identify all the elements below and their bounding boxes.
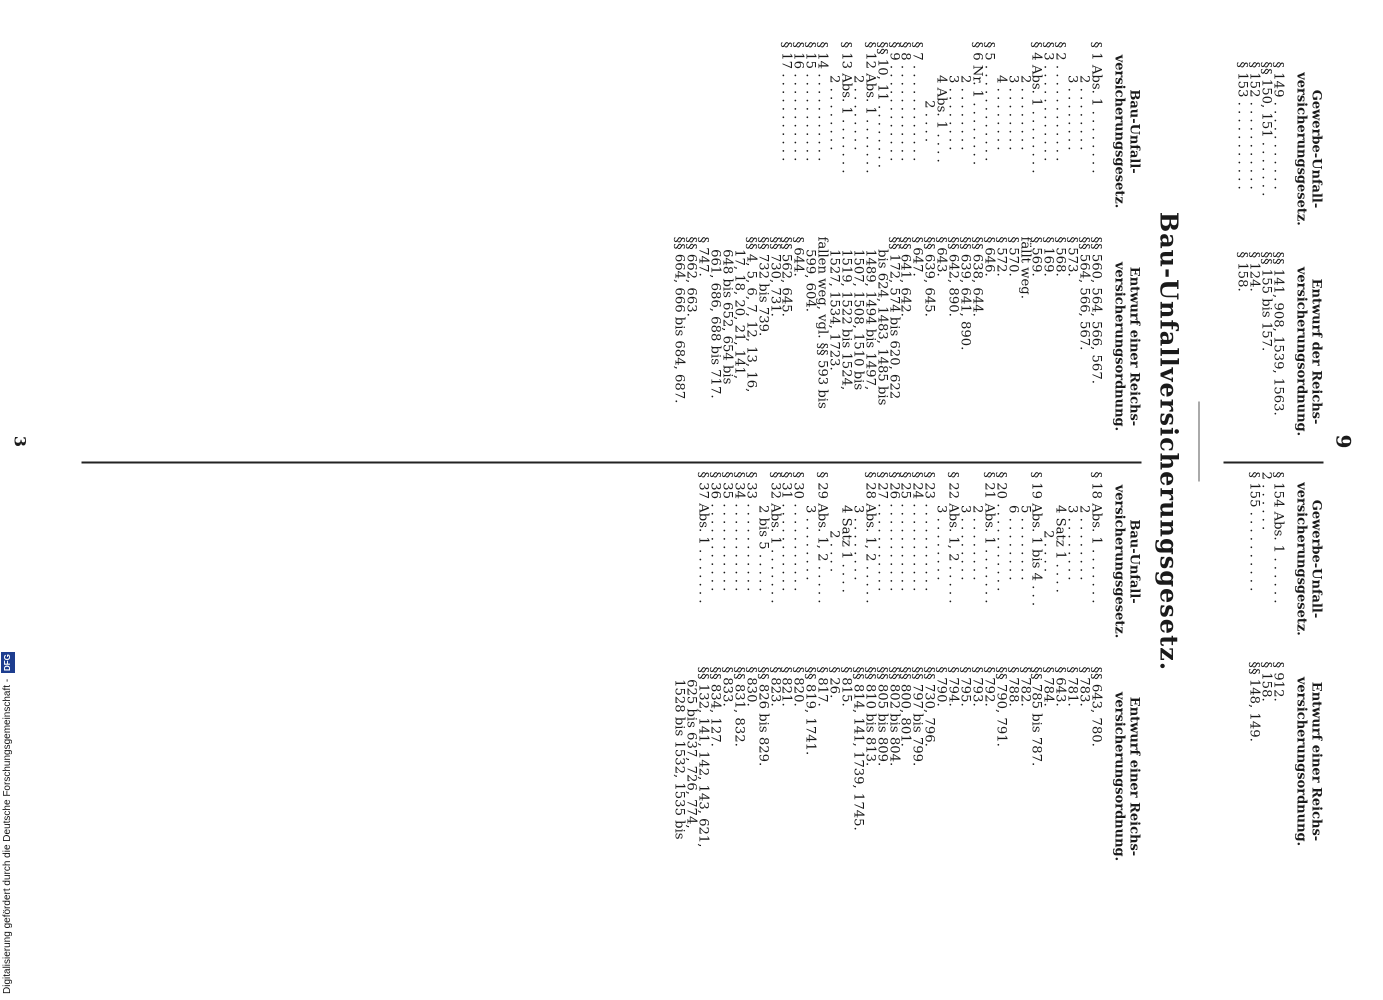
table-row-law-section: § 3 . . . . . . . . . . . . xyxy=(1040,41,1056,162)
table-row-draft-sections: 1519, 1522 bis 1524, xyxy=(838,236,854,391)
table-row-draft-sections: §§ 172, 574 bis 620, 622 xyxy=(886,236,902,400)
table-row-draft-sections: §§ 141, 908, 1539, 1563. xyxy=(1270,251,1286,416)
table-row-law-section: §§ 10, 11 . . . . . . . . xyxy=(874,41,890,168)
table-row-draft-sections: 1528 bis 1532, 1535 bis xyxy=(671,666,687,840)
table-row-draft-sections: § 817. xyxy=(814,666,830,707)
table-row-law-section: § 32 Abs. 1 . . . . . . . xyxy=(767,471,783,604)
table-row-draft-sections: § 569. xyxy=(1028,236,1044,277)
table-row-draft-sections: fallen weg, vgl. §§ 593 bis xyxy=(814,236,830,409)
table-row-law-section: 3 . . . . . . . . xyxy=(802,471,818,581)
table-row-law-section: 2 . . . . . . . . xyxy=(969,471,985,581)
table-row-law-section: § 154 Abs. 1 . . . . . . xyxy=(1270,471,1286,604)
table-row-law-section: 3 . . . . . . . . xyxy=(957,471,973,581)
table-row-draft-sections: § 643. xyxy=(933,236,949,277)
table-row-draft-sections: §§ 662, 663. xyxy=(683,236,699,317)
table-row-law-section: 2 . . . . . . . . xyxy=(826,41,842,151)
table-row-law-section: 3 . . . . . . . . xyxy=(1064,471,1080,581)
table-row-draft-sections: §§ 797 bis 799. xyxy=(909,666,925,767)
table-row-law-section: 4 . . . . . . . . xyxy=(993,41,1009,151)
dfg-logo: DFG xyxy=(1,652,15,673)
table-row-law-section: 4 Satz 1 . . . . xyxy=(1052,471,1068,593)
table-row-draft-sections: § 794. xyxy=(945,666,961,707)
table-row-draft-sections: §§ 814, 141, 1739, 1745. xyxy=(850,666,866,831)
table-row-law-section: § 13 Abs. 1 . . . . . . . xyxy=(838,41,854,174)
table-row-draft-sections: §§ 664, 666 bis 684, 687. xyxy=(671,236,687,404)
table-row-law-section: § 2 . . . . . . . . . . . . xyxy=(1052,41,1068,162)
table-row-draft-sections: § 782. xyxy=(1017,666,1033,707)
signature-mark: 3 xyxy=(10,435,30,448)
table-row-draft-sections: §§ 785 bis 787. xyxy=(1028,666,1044,767)
table-row-draft-sections: §§ 730, 731. xyxy=(767,236,783,317)
table-row-law-section: § 7 . . . . . . . . . . . . xyxy=(909,41,925,162)
table-row-draft-sections: 661, 686, 688 bis 717. xyxy=(707,236,723,399)
table-row-draft-sections: §§ 810 bis 813. xyxy=(862,666,878,767)
table-row-draft-sections: § 158. xyxy=(1258,661,1274,702)
bau-left-header-1: Bau-Unfall- versicherungsgesetz. xyxy=(1111,54,1142,209)
table-row-law-section: § 152 . . . . . . . . . . . xyxy=(1246,61,1262,190)
table-row-law-section: 2 . . . . . . xyxy=(1258,471,1274,531)
table-row-draft-sections: §§ 831, 832. xyxy=(731,666,747,747)
table-row-draft-sections: § 26. xyxy=(826,666,842,699)
table-row-draft-sections: § 647. xyxy=(909,236,925,277)
table-row-draft-sections: § 646. xyxy=(981,236,997,277)
table-row-draft-sections: § 795. xyxy=(957,666,973,707)
table-row-draft-sections: §§ 805 bis 809. xyxy=(874,666,890,767)
table-row-draft-sections: § 781. xyxy=(1064,666,1080,707)
digitization-text: Digitalisierung gefördert durch die Deutsche Forschungsgemeinschaft - xyxy=(2,678,13,994)
table-row-law-section: § 18 Abs. 1 . . . . . . . xyxy=(1088,471,1104,604)
table-row-draft-sections: § 573. xyxy=(1064,236,1080,277)
table-row-law-section: § 153 . . . . . . . . . . . xyxy=(1234,61,1250,190)
table-row-draft-sections: § 568. xyxy=(1052,236,1068,277)
table-row-law-section: 2 . . . . . . . . xyxy=(1076,41,1092,151)
table-row-law-section: § 155 . . . . . . . . . . xyxy=(1246,471,1262,592)
page-number: 9 xyxy=(1331,434,1356,449)
table-row-law-section: 2 . . . . xyxy=(826,471,842,573)
table-row-law-section: § 12 Abs. 1 . . . . . . . xyxy=(862,41,878,174)
table-row-draft-sections: § 169. xyxy=(1040,236,1056,277)
table-row-draft-sections: § 788. xyxy=(1005,666,1021,707)
table-row-law-section: 2 . . . . . . . . xyxy=(850,41,866,151)
gewerbe-left-header-1: Gewerbe-Unfall- versicherungsgesetz. xyxy=(1293,72,1324,226)
table-row-law-section: § 20 . . . . . . . . . . . xyxy=(993,471,1009,592)
table-row-law-section: 2 . . . . . . . . xyxy=(957,41,973,151)
table-row-draft-sections: § 830. xyxy=(743,666,759,707)
table-row-law-section: § 14 . . . . . . . . . . . xyxy=(814,41,830,162)
table-row-draft-sections: 648 bis 652, 654 bis xyxy=(719,236,735,385)
table-row-draft-sections: 17, 18, 20, 21, 141, xyxy=(731,236,747,380)
table-row-law-section: § 31 . . . . . . . . . . . xyxy=(778,471,794,592)
table-row-draft-sections: §§ 732 bis 739. xyxy=(755,236,771,337)
table-row-law-section: § 24 . . . . . . . . . . . xyxy=(909,471,925,592)
bau-right-header-1: Bau-Unfall- versicherungsgesetz. xyxy=(1111,484,1142,639)
table-row-draft-sections: §§ 826 bis 829. xyxy=(755,666,771,767)
table-row-draft-sections: 599, 604. xyxy=(802,236,818,312)
table-row-law-section: 5 . . . . . . . . xyxy=(1017,471,1033,581)
table-row-law-section: 3 . . . . . . . . xyxy=(945,41,961,151)
table-row-law-section: § 27 . . . . . . . . . . . xyxy=(874,471,890,592)
table-row-law-section: 2 . . . . . . . . xyxy=(1076,471,1092,581)
table-row-draft-sections: §§ 834, 127. xyxy=(707,666,723,747)
table-row-law-section: § 149 . . . . . . . . . . . xyxy=(1270,61,1286,190)
table-row-law-section: § 9 . . . . . . . . . . . . xyxy=(886,41,902,162)
table-row-draft-sections: §§ 560, 564, 566, 567. xyxy=(1088,236,1104,384)
digitization-note xyxy=(1,606,15,994)
table-row-law-section: § 1 Abs. 1 . . . . . . . . xyxy=(1088,41,1104,174)
bau-left-header-2: Entwurf einer Reichs- versicherungsordnung. xyxy=(1111,261,1142,432)
table-row-draft-sections: § 643. xyxy=(1052,666,1068,707)
table-row-draft-sections: 625 bis 637, 726, 774, xyxy=(683,666,699,829)
table-row-law-section: § 19 Abs. 1 bis 4 . . . xyxy=(1028,471,1044,607)
table-row-law-section: § 35 . . . . . . . . . . . xyxy=(719,471,735,592)
table-row-draft-sections: § 124. xyxy=(1246,251,1262,292)
table-row-law-section: § 29 Abs. 1, 2 . . . . . xyxy=(814,471,830,604)
table-row-draft-sections: § 784. xyxy=(1040,666,1056,707)
table-row-draft-sections: §§ 148, 149. xyxy=(1246,661,1262,742)
gewerbe-divider xyxy=(1224,462,1324,464)
section-title: Bau-Unfallversicherungsgesetz. xyxy=(1154,211,1184,672)
table-row-law-section: § 22 Abs. 1, 2 . . . . . xyxy=(945,471,961,604)
table-row-law-section: 2 . . . . xyxy=(1040,471,1056,573)
table-row-draft-sections: §§ 132, 141, 142, 143, 621, xyxy=(695,666,711,848)
table-row-law-section: §§ 150, 151 . . . . . . . xyxy=(1258,61,1274,197)
table-row-law-section: § 34 . . . . . . . . . . . xyxy=(731,471,747,592)
table-row-draft-sections: § 912. xyxy=(1270,661,1286,702)
table-row-law-section: § 15 . . . . . . . . . . . xyxy=(802,41,818,162)
rotated-page xyxy=(0,2,1382,882)
table-row-law-section: § 5 . . . . . . . . . . . . xyxy=(981,41,997,162)
table-row-law-section: 4 Satz 1 . . . . xyxy=(838,471,854,593)
bau-right-header-2: Entwurf einer Reichs- versicherungsordnung. xyxy=(1111,691,1142,862)
table-row-draft-sections: § 792. xyxy=(981,666,997,707)
table-row-law-section: 6 . . . . . . . . xyxy=(1005,471,1021,581)
table-row-draft-sections: §§ 639, 641, 890. xyxy=(957,236,973,351)
table-row-law-section: § 26 . . . . . . . . . . . xyxy=(886,471,902,592)
gewerbe-left-header-2: Entwurf der Reichs- versicherungsordnung. xyxy=(1293,266,1324,437)
table-row-law-section: 3 . . . . . . . . xyxy=(1005,41,1021,151)
table-row-law-section: § 16 . . . . . . . . . . . xyxy=(790,41,806,162)
table-row-law-section: § 23 . . . . . . . . . . . xyxy=(921,471,937,592)
table-row-draft-sections: §§ 562, 645. xyxy=(778,236,794,317)
table-row-draft-sections: § 572. xyxy=(993,236,1009,277)
table-row-draft-sections: §§ 155 bis 157. xyxy=(1258,251,1274,352)
table-row-law-section: § 6 Nr. 1 . . . . . . . . xyxy=(969,41,985,166)
table-row-draft-sections: 1507, 1508, 1510 bis xyxy=(850,236,866,391)
table-row-draft-sections: §§ 819, 1741. xyxy=(802,666,818,756)
table-row-draft-sections: § 833. xyxy=(719,666,735,707)
table-row-draft-sections: §§ 800, 801. xyxy=(898,666,913,747)
table-row-draft-sections: §§ 790, 791. xyxy=(993,666,1009,747)
table-row-draft-sections: §§ 641, 642. xyxy=(898,236,913,317)
table-row-law-section: § 30 . . . . . . . . . . . xyxy=(790,471,806,592)
table-row-draft-sections: 1527, 1534, 1723. xyxy=(826,236,842,371)
table-row-draft-sections: §§ 639, 645. xyxy=(921,236,937,317)
table-row-law-section: § 28 Abs. 1, 2 . . . . . xyxy=(862,471,878,604)
table-row-law-section: § 25 . . . . . . . . . . . xyxy=(898,471,913,592)
table-row-law-section: 4 Abs. 1 . . . . xyxy=(933,41,949,163)
table-row-draft-sections: § 747. xyxy=(695,236,711,277)
table-row-draft-sections: § 793. xyxy=(969,666,985,707)
table-row-law-section: 2 . . . . xyxy=(921,41,937,143)
table-row-draft-sections: §§ 638, 644. xyxy=(969,236,985,317)
table-row-draft-sections: §§ 730, 796. xyxy=(921,666,937,747)
gewerbe-right-header-2: Entwurf einer Reichs- versicherungsordnung. xyxy=(1293,676,1324,847)
table-row-law-section: 3 . . . . . . . . xyxy=(933,471,949,581)
table-row-law-section: 3 . . . . . . . . xyxy=(1064,41,1080,151)
table-row-draft-sections: § 823. xyxy=(767,666,783,707)
table-row-law-section: 3 . . . . . . . . xyxy=(850,471,866,581)
table-row-draft-sections: §§ 642, 890. xyxy=(945,236,961,317)
table-row-draft-sections: § 783. xyxy=(1076,666,1092,707)
table-row-law-section: § 36 . . . . . . . . . . . xyxy=(707,471,723,592)
table-row-draft-sections: §§ 802 bis 804. xyxy=(886,666,902,767)
table-row-draft-sections: §§ 4, 5, 6, 7, 12, 13, 16, xyxy=(743,236,759,393)
section-rule xyxy=(1199,402,1200,482)
table-row-draft-sections: § 820. xyxy=(790,666,806,707)
table-row-draft-sections: bis 624, 1483, 1485 bis xyxy=(874,236,890,406)
table-row-law-section: 2 . . . . . . . . xyxy=(1017,41,1033,151)
table-row-law-section: § 21 Abs. 1 . . . . . . . xyxy=(981,471,997,604)
table-row-law-section: 2 bis 5 . . . . . xyxy=(755,471,771,592)
table-row-draft-sections: § 815. xyxy=(838,666,854,707)
bau-divider xyxy=(82,462,1142,464)
table-row-draft-sections: § 644. xyxy=(790,236,806,277)
table-row-draft-sections: § 158. xyxy=(1234,251,1250,292)
table-row-draft-sections: § 821. xyxy=(778,666,794,707)
table-row-draft-sections: fällt weg. xyxy=(1017,236,1033,299)
table-row-law-section: § 17 . . . . . . . . . . . xyxy=(778,41,794,162)
gewerbe-right-header-1: Gewerbe-Unfall- versicherungsgesetz. xyxy=(1293,482,1324,636)
table-row-draft-sections: § 790. xyxy=(933,666,949,707)
table-row-law-section: § 8 . . . . . . . . . . . . xyxy=(898,41,913,162)
table-row-law-section: § 37 Abs. 1 . . . . . . . xyxy=(695,471,711,604)
table-row-draft-sections: §§ 643, 780. xyxy=(1088,666,1104,747)
table-row-draft-sections: 1489, 1494 bis 1497, xyxy=(862,236,878,391)
table-row-draft-sections: §§ 564, 566, 567. xyxy=(1076,236,1092,351)
table-row-draft-sections: § 570. xyxy=(1005,236,1021,277)
table-row-law-section: § 4 Abs. 1 . . . . . . . . xyxy=(1028,41,1044,174)
table-row-law-section: § 33 . . . . . . . . . . . xyxy=(743,471,759,592)
